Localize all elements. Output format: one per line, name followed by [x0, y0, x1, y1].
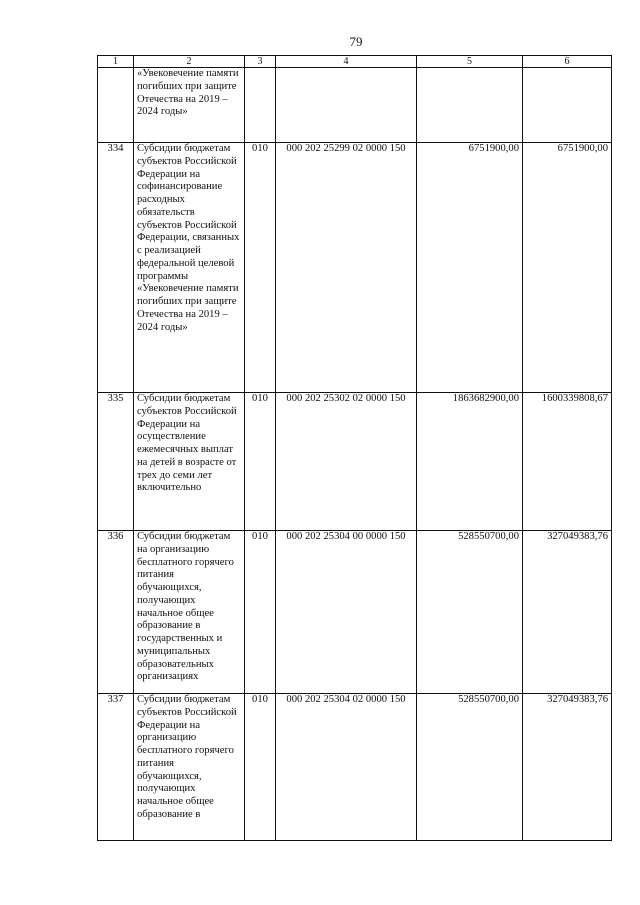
table-row: [98, 393, 612, 531]
table-row: [98, 143, 612, 393]
table-row: [98, 694, 612, 841]
row-amount-plan: 1863682900,00: [417, 393, 523, 531]
row-budget-code: 000 202 25302 02 0000 150: [276, 393, 417, 531]
table-header-row: [98, 56, 612, 68]
table-row: [98, 531, 612, 694]
row-amount-plan: [417, 68, 523, 143]
row-amount-exec: 1600339808,67: [523, 393, 612, 531]
row-number: 335: [98, 393, 134, 531]
row-amount-exec: 6751900,00: [523, 143, 612, 393]
row-budget-code: [276, 68, 417, 143]
row-budget-code: 000 202 25304 02 0000 150: [276, 694, 417, 841]
header-col-5: 5: [417, 56, 523, 68]
row-amount-exec: [523, 68, 612, 143]
row-name: «Увековечение памяти погибших при защите Отечества на 2019 – 2024 годы»: [134, 68, 245, 143]
row-number: 336: [98, 531, 134, 694]
row-number: [98, 68, 134, 143]
row-number: 334: [98, 143, 134, 393]
header-col-3: 3: [245, 56, 276, 68]
row-code: 010: [245, 531, 276, 694]
row-code: 010: [245, 143, 276, 393]
row-budget-code: 000 202 25304 00 0000 150: [276, 531, 417, 694]
row-number: 337: [98, 694, 134, 841]
row-code: [245, 68, 276, 143]
row-name: Субсидии бюджетам субъектов Российской Федерации на софинансирование расходных обязательств субъектов Российской Федерации, связанных с реализацией федеральной целевой программы «Увековечение памяти погибших при защите Отечества на 2019 – 2024 годы»: [134, 143, 245, 393]
row-code: 010: [245, 393, 276, 531]
table-row: [98, 68, 612, 143]
row-name: Субсидии бюджетам субъектов Российской Федерации на осуществление ежемесячных выплат на детей в возрасте от трех до семи лет включительно: [134, 393, 245, 531]
row-name: Субсидии бюджетам на организацию бесплатного горячего питания обучающихся, получающих начальное общее образование в государственных и муниципальных образовательных организациях: [134, 531, 245, 694]
row-amount-exec: 327049383,76: [523, 531, 612, 694]
row-code: 010: [245, 694, 276, 841]
row-budget-code: 000 202 25299 02 0000 150: [276, 143, 417, 393]
header-col-1: 1: [98, 56, 134, 68]
row-name: Субсидии бюджетам субъектов Российской Федерации на организацию бесплатного горячего питания обучающихся, получающих начальное общее образование в: [134, 694, 245, 841]
row-amount-plan: 528550700,00: [417, 694, 523, 841]
header-col-2: 2: [134, 56, 245, 68]
budget-table: [97, 55, 612, 841]
row-amount-plan: 528550700,00: [417, 531, 523, 694]
page-number: 79: [349, 34, 363, 49]
row-amount-plan: 6751900,00: [417, 143, 523, 393]
row-amount-exec: 327049383,76: [523, 694, 612, 841]
header-col-6: 6: [523, 56, 612, 68]
header-col-4: 4: [276, 56, 417, 68]
